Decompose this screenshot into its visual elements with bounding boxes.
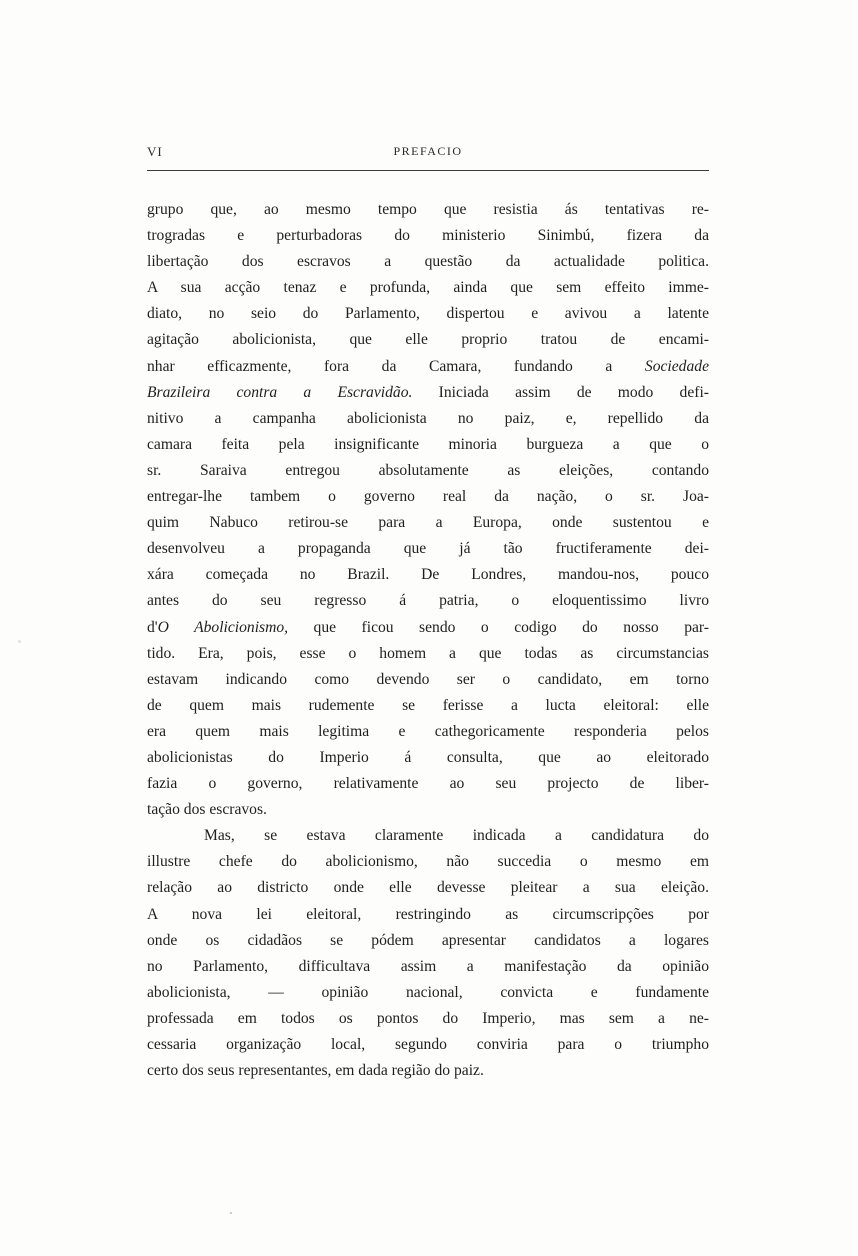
text-line: A nova lei eleitoral, restringindo as circumscripções por xyxy=(147,905,709,923)
text-line: libertação dos escravos a questão da actualidade politica. xyxy=(147,253,709,271)
paper-speck xyxy=(230,1212,232,1214)
text-line: tido. Era, pois, esse o homem a que todas as circumstancias xyxy=(147,644,709,662)
text-line: desenvolveu a propaganda que já tão fructiferamente dei- xyxy=(147,540,709,558)
running-head xyxy=(147,140,709,164)
italic-title: Brazileira contra a Escravidão. xyxy=(147,383,413,401)
text-line: nitivo a campanha abolicionista no paiz, e, repellido da xyxy=(147,409,709,427)
paper-speck xyxy=(18,640,21,643)
text-line: diato, no seio do Parlamento, dispertou e avivou a latente xyxy=(147,305,709,323)
text-line: estavam indicando como devendo ser o candidato, em torno xyxy=(147,670,709,688)
text-line xyxy=(147,354,709,380)
text-line: tação dos escravos. xyxy=(147,801,267,819)
text-line: abolicionistas do Imperio á consulta, que ao eleitorado xyxy=(147,748,709,766)
text-segment: nhar efficazmente, fora da Camara, fundando a xyxy=(147,357,613,375)
text-line: xára começada no Brazil. De Londres, mandou-nos, pouco xyxy=(147,566,709,584)
text-line xyxy=(147,615,709,641)
text-segment: Iniciada assim de modo defi- xyxy=(412,383,709,401)
text-line: A sua acção tenaz e profunda, ainda que sem effeito imme- xyxy=(147,279,709,297)
text-line: grupo que, ao mesmo tempo que resistia ás tentativas re- xyxy=(147,201,709,218)
text-line: quim Nabuco retirou-se para a Europa, onde sustentou e xyxy=(147,514,709,532)
text-line: era quem mais legitima e cathegoricamente responderia pelos xyxy=(147,722,709,740)
text-line: fazia o governo, relativamente ao seu projecto de liber- xyxy=(147,775,709,793)
text-line xyxy=(147,380,709,406)
text-line: abolicionista, — opinião nacional, convicta e fundamente xyxy=(147,983,709,1001)
text-line: professada em todos os pontos do Imperio, mas sem a ne- xyxy=(147,1009,709,1027)
text-line: onde os cidadãos se pódem apresentar candidatos a logares xyxy=(147,931,709,949)
text-line: no Parlamento, difficultava assim a manifestação da opinião xyxy=(147,957,709,975)
page-number: VI xyxy=(147,144,163,159)
italic-title: O Abolicionismo, xyxy=(157,618,289,636)
italic-title: Sociedade xyxy=(644,357,709,375)
text-line: entregar-lhe tambem o governo real da nação, o sr. Joa- xyxy=(147,488,709,506)
text-line: sr. Saraiva entregou absolutamente as eleições, contando xyxy=(147,461,709,479)
text-line: trogradas e perturbadoras do ministerio Sinimbú, fizera da xyxy=(147,227,709,245)
text-line: agitação abolicionista, que elle proprio tratou de encami- xyxy=(147,331,709,349)
text-segment: d' xyxy=(147,618,158,636)
text-segment: que ficou sendo o codigo do nosso par- xyxy=(288,618,709,636)
text-line: camara feita pela insignificante minoria burgueza a que o xyxy=(147,435,709,453)
header-rule xyxy=(147,170,709,171)
text-line: relação ao districto onde elle devesse pleitear a sua eleição. xyxy=(147,879,709,897)
text-line: Mas, se estava claramente indicada a candidatura do xyxy=(204,827,709,845)
running-title: PREFACIO xyxy=(393,144,463,158)
text-line: cessaria organização local, segundo conviria para o triumpho xyxy=(147,1036,709,1053)
text-line: de quem mais rudemente se ferisse a lucta eleitoral: elle xyxy=(147,696,709,714)
text-line: antes do seu regresso á patria, o eloquentissimo livro xyxy=(147,592,709,610)
text-line: certo dos seus representantes, em dada região do paiz. xyxy=(147,1062,484,1080)
body-text xyxy=(147,197,709,1084)
text-line: illustre chefe do abolicionismo, não succedia o mesmo em xyxy=(147,853,709,871)
